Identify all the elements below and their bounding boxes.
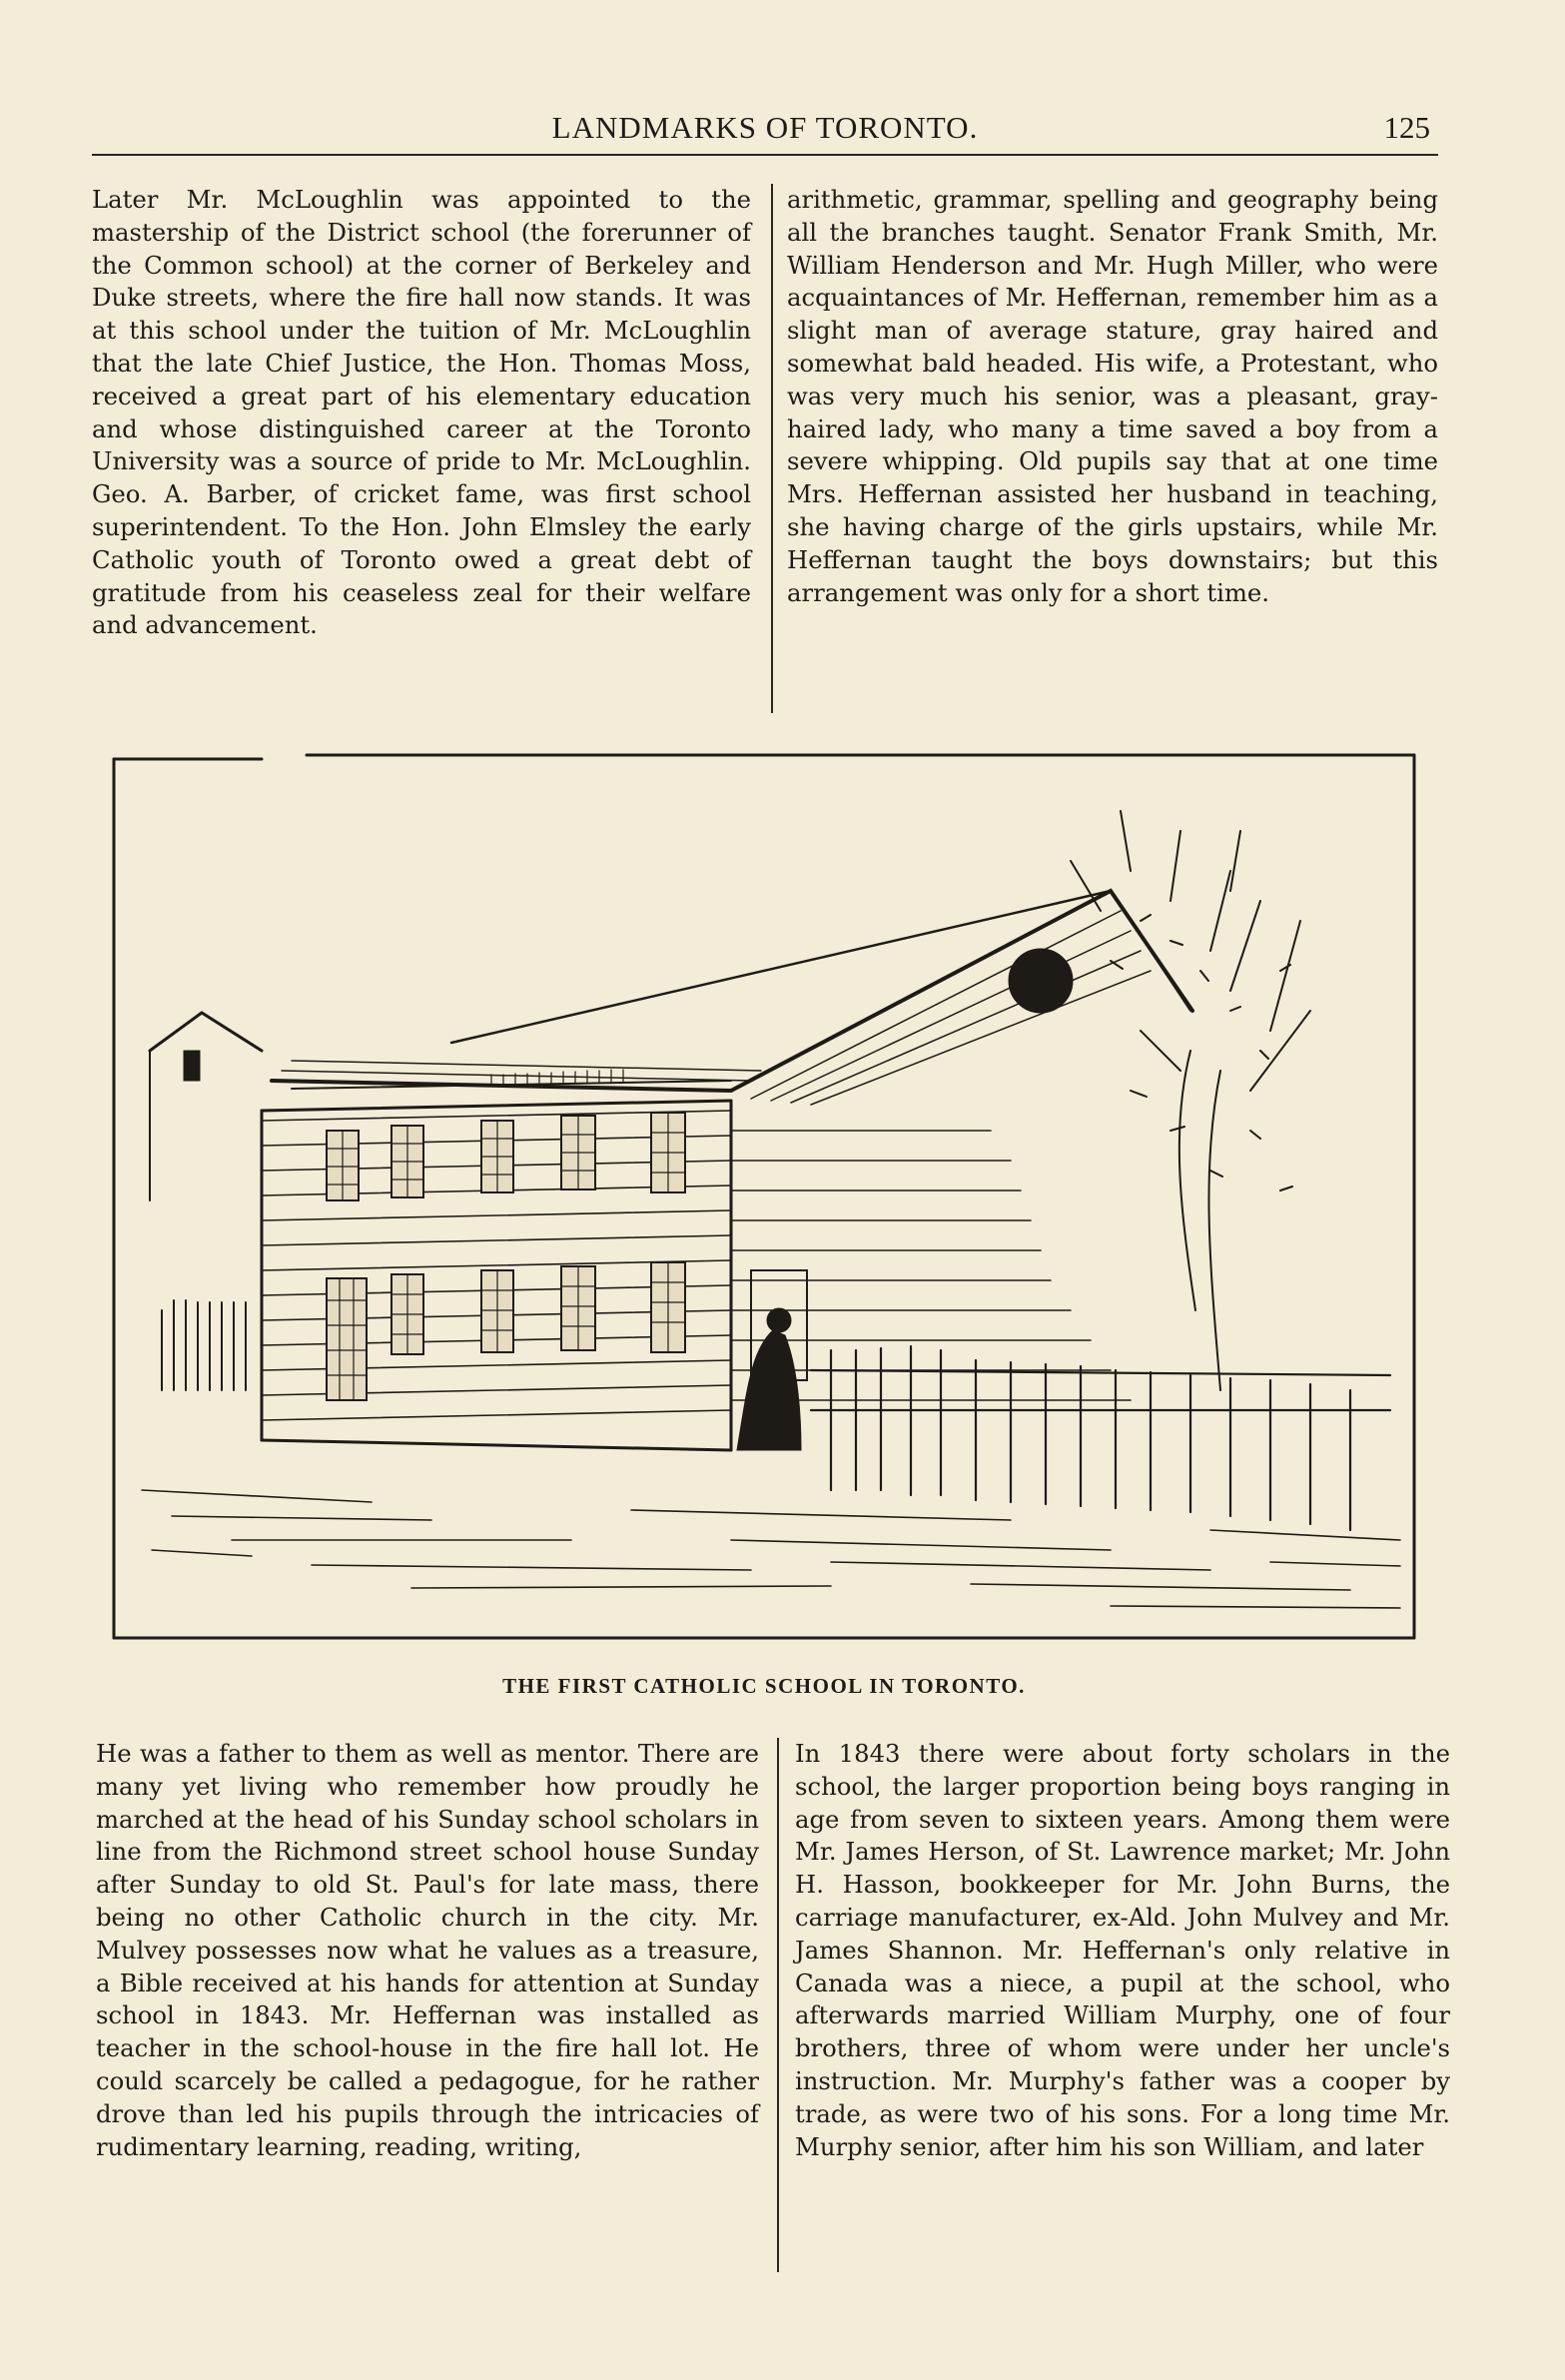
running-title: LANDMARKS OF TORONTO.	[551, 110, 979, 145]
schoolhouse-engraving-icon	[112, 751, 1416, 1640]
paragraph: arithmetic, grammar, spelling and geography being all the branches taught. Senator Frank Smith, Mr. William Henderson and Mr. Hugh Miller, who were acquaintances of Mr. Heffernan, remember him as a slight man of average stature, gray haired and somewhat bald headed. His wife, a Protestant, who was very much his senior, was a pleasant, gray-haired lady, who many a time saved a boy from a severe whipping. Old pupils say that at one time Mrs. Heffernan assisted her husband in teaching, she having charge of the girls upstairs, while Mr. Heffernan taught the boys downstairs; but this arrangement was only for a short time.	[787, 185, 1438, 607]
paragraph: Later Mr. McLoughlin was appointed to the mastership of the District school (the forerunner of the Common school) at the corner of Berkeley and Duke streets, where the fire hall now stands. It was at this school under the tuition of Mr. McLoughlin that the late Chief Justice, the Hon. Thomas Moss, received a great part of his elementary education and whose distinguished career at the Toronto University was a source of pride to Mr. McLoughlin. Geo. A. Barber, of cricket fame, was first school superintendent. To the Hon. John Elmsley the early Catholic youth of Toronto owed a great debt of gratitude from his ceaseless zeal for their welfare and advancement.	[92, 185, 751, 640]
text-column-top-right	[787, 184, 1438, 609]
paragraph: In 1843 there were about forty scholars in the school, the larger proportion being boys ranging in age from seven to sixteen years. Among them were Mr. James Herson, of St. Lawrence market; Mr. John H. Hasson, bookkeeper for Mr. John Burns, the carriage manufacturer, ex-Ald. John Mulvey and Mr. James Shannon. Mr. Heffernan's only relative in Canada was a niece, a pupil at the school, who afterwards married William Murphy, one of four brothers, three of whom were under her uncle's instruction. Mr. Murphy's father was a cooper by trade, as were two of his sons. For a long time Mr. Murphy senior, after him his son William, and later	[795, 1739, 1450, 2161]
page-number: 125	[1383, 110, 1430, 145]
column-divider	[771, 184, 773, 713]
paragraph: He was a father to them as well as mentor. There are many yet living who remember how proudly he marched at the head of his Sunday school scholars in line from the Richmond street school house Sunday after Sunday to old St. Paul's for late mass, there being no other Catholic church in the city. Mr. Mulvey possesses now what he values as a treasure, a Bible received at his hands for attention at Sunday school in 1843. Mr. Heffernan was installed as teacher in the school-house in the fire hall lot. He could scarcely be called a pedagogue, for he rather drove than led his pupils through the intricacies of rudimentary learning, reading, writing,	[96, 1739, 759, 2161]
page-header	[92, 110, 1438, 156]
text-column-bottom-left	[96, 1738, 759, 2163]
column-divider	[777, 1738, 779, 2272]
text-column-top-left	[92, 184, 751, 642]
text-column-bottom-right	[795, 1738, 1450, 2163]
schoolhouse-illustration	[112, 751, 1416, 1640]
figure-caption: THE FIRST CATHOLIC SCHOOL IN TORONTO.	[502, 1674, 1026, 1698]
